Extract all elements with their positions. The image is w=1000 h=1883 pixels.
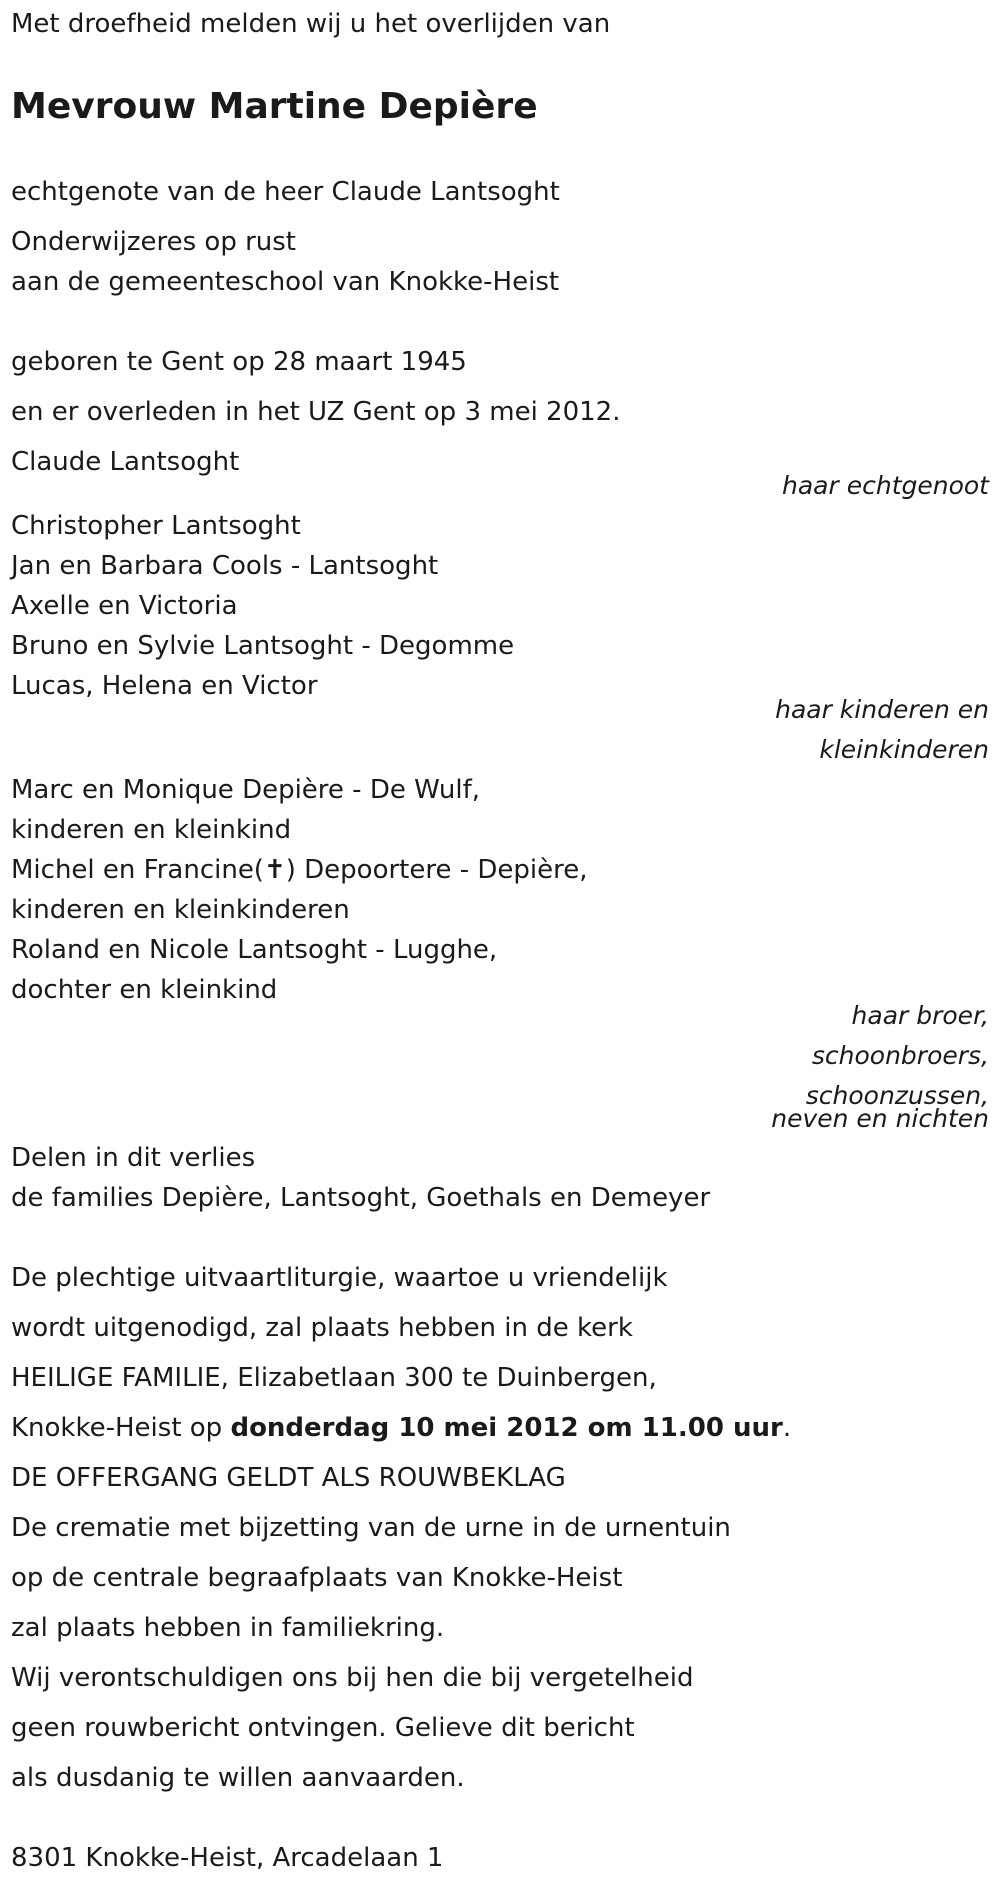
share-line: de families Depière, Lantsoght, Goethals en Demeyer xyxy=(11,1183,711,1213)
share-line: Delen in dit verlies xyxy=(11,1143,256,1173)
husband-name: Claude Lantsoght xyxy=(11,447,240,477)
sibling-name: Marc en Monique Depière - De Wulf, xyxy=(11,775,481,805)
sibling-name: Roland en Nicole Lantsoght - Lugghe, xyxy=(11,935,498,965)
occupation-line: aan de gemeenteschool van Knokke-Heist xyxy=(11,267,560,297)
address-line: 8301 Knokke-Heist, Arcadelaan 1 xyxy=(11,1843,444,1873)
child-name: Jan en Barbara Cools - Lantsoght xyxy=(11,551,439,581)
apology-text: als dusdanig te willen aanvaarden. xyxy=(11,1763,465,1793)
funeral-date-time: donderdag 10 mei 2012 om 11.00 uur xyxy=(230,1413,783,1443)
funeral-text: Knokke-Heist op xyxy=(11,1413,231,1443)
sibling-name: dochter en kleinkind xyxy=(11,975,278,1005)
funeral-text: . xyxy=(782,1413,792,1443)
child-name: Bruno en Sylvie Lantsoght - Degomme xyxy=(11,631,515,661)
deceased-name: Mevrouw Martine Depière xyxy=(11,86,538,127)
sibling-name: kinderen en kleinkind xyxy=(11,815,292,845)
spouse-line: echtgenote van de heer Claude Lantsoght xyxy=(11,177,560,207)
occupation-line: Onderwijzeres op rust xyxy=(11,227,296,257)
offering-notice: DE OFFERGANG GELDT ALS ROUWBEKLAG xyxy=(11,1463,566,1493)
death-line: en er overleden in het UZ Gent op 3 mei 2012. xyxy=(11,397,621,427)
child-name: Lucas, Helena en Victor xyxy=(11,671,318,701)
sibling-name: kinderen en kleinkinderen xyxy=(11,895,350,925)
cremation-text: op de centrale begraafplaats van Knokke-Heist xyxy=(11,1563,623,1593)
siblings-role: haar broer, xyxy=(851,1001,989,1030)
funeral-text: De plechtige uitvaartliturgie, waartoe u vriendelijk xyxy=(11,1263,668,1293)
funeral-text: wordt uitgenodigd, zal plaats hebben in de kerk xyxy=(11,1313,633,1343)
birth-line: geboren te Gent op 28 maart 1945 xyxy=(11,347,467,377)
children-role: haar kinderen en xyxy=(775,695,989,724)
siblings-role: schoonzussen, xyxy=(805,1081,989,1110)
sibling-name: Michel en Francine(✝) Depoortere - Depière, xyxy=(11,855,588,885)
children-role: kleinkinderen xyxy=(819,735,989,764)
husband-role: haar echtgenoot xyxy=(782,471,989,500)
funeral-text: HEILIGE FAMILIE, Elizabetlaan 300 te Duinbergen, xyxy=(11,1363,657,1393)
cremation-text: zal plaats hebben in familiekring. xyxy=(11,1613,445,1643)
intro-text: Met droefheid melden wij u het overlijden van xyxy=(11,9,611,39)
cremation-text: De crematie met bijzetting van de urne in de urnentuin xyxy=(11,1513,731,1543)
apology-text: Wij verontschuldigen ons bij hen die bij vergetelheid xyxy=(11,1663,694,1693)
apology-text: geen rouwbericht ontvingen. Gelieve dit bericht xyxy=(11,1713,635,1743)
siblings-role: neven en nichten xyxy=(771,1104,989,1133)
funeral-datetime-line xyxy=(11,1412,791,1444)
child-name: Christopher Lantsoght xyxy=(11,511,301,541)
siblings-role: schoonbroers, xyxy=(811,1041,989,1070)
child-name: Axelle en Victoria xyxy=(11,591,238,621)
